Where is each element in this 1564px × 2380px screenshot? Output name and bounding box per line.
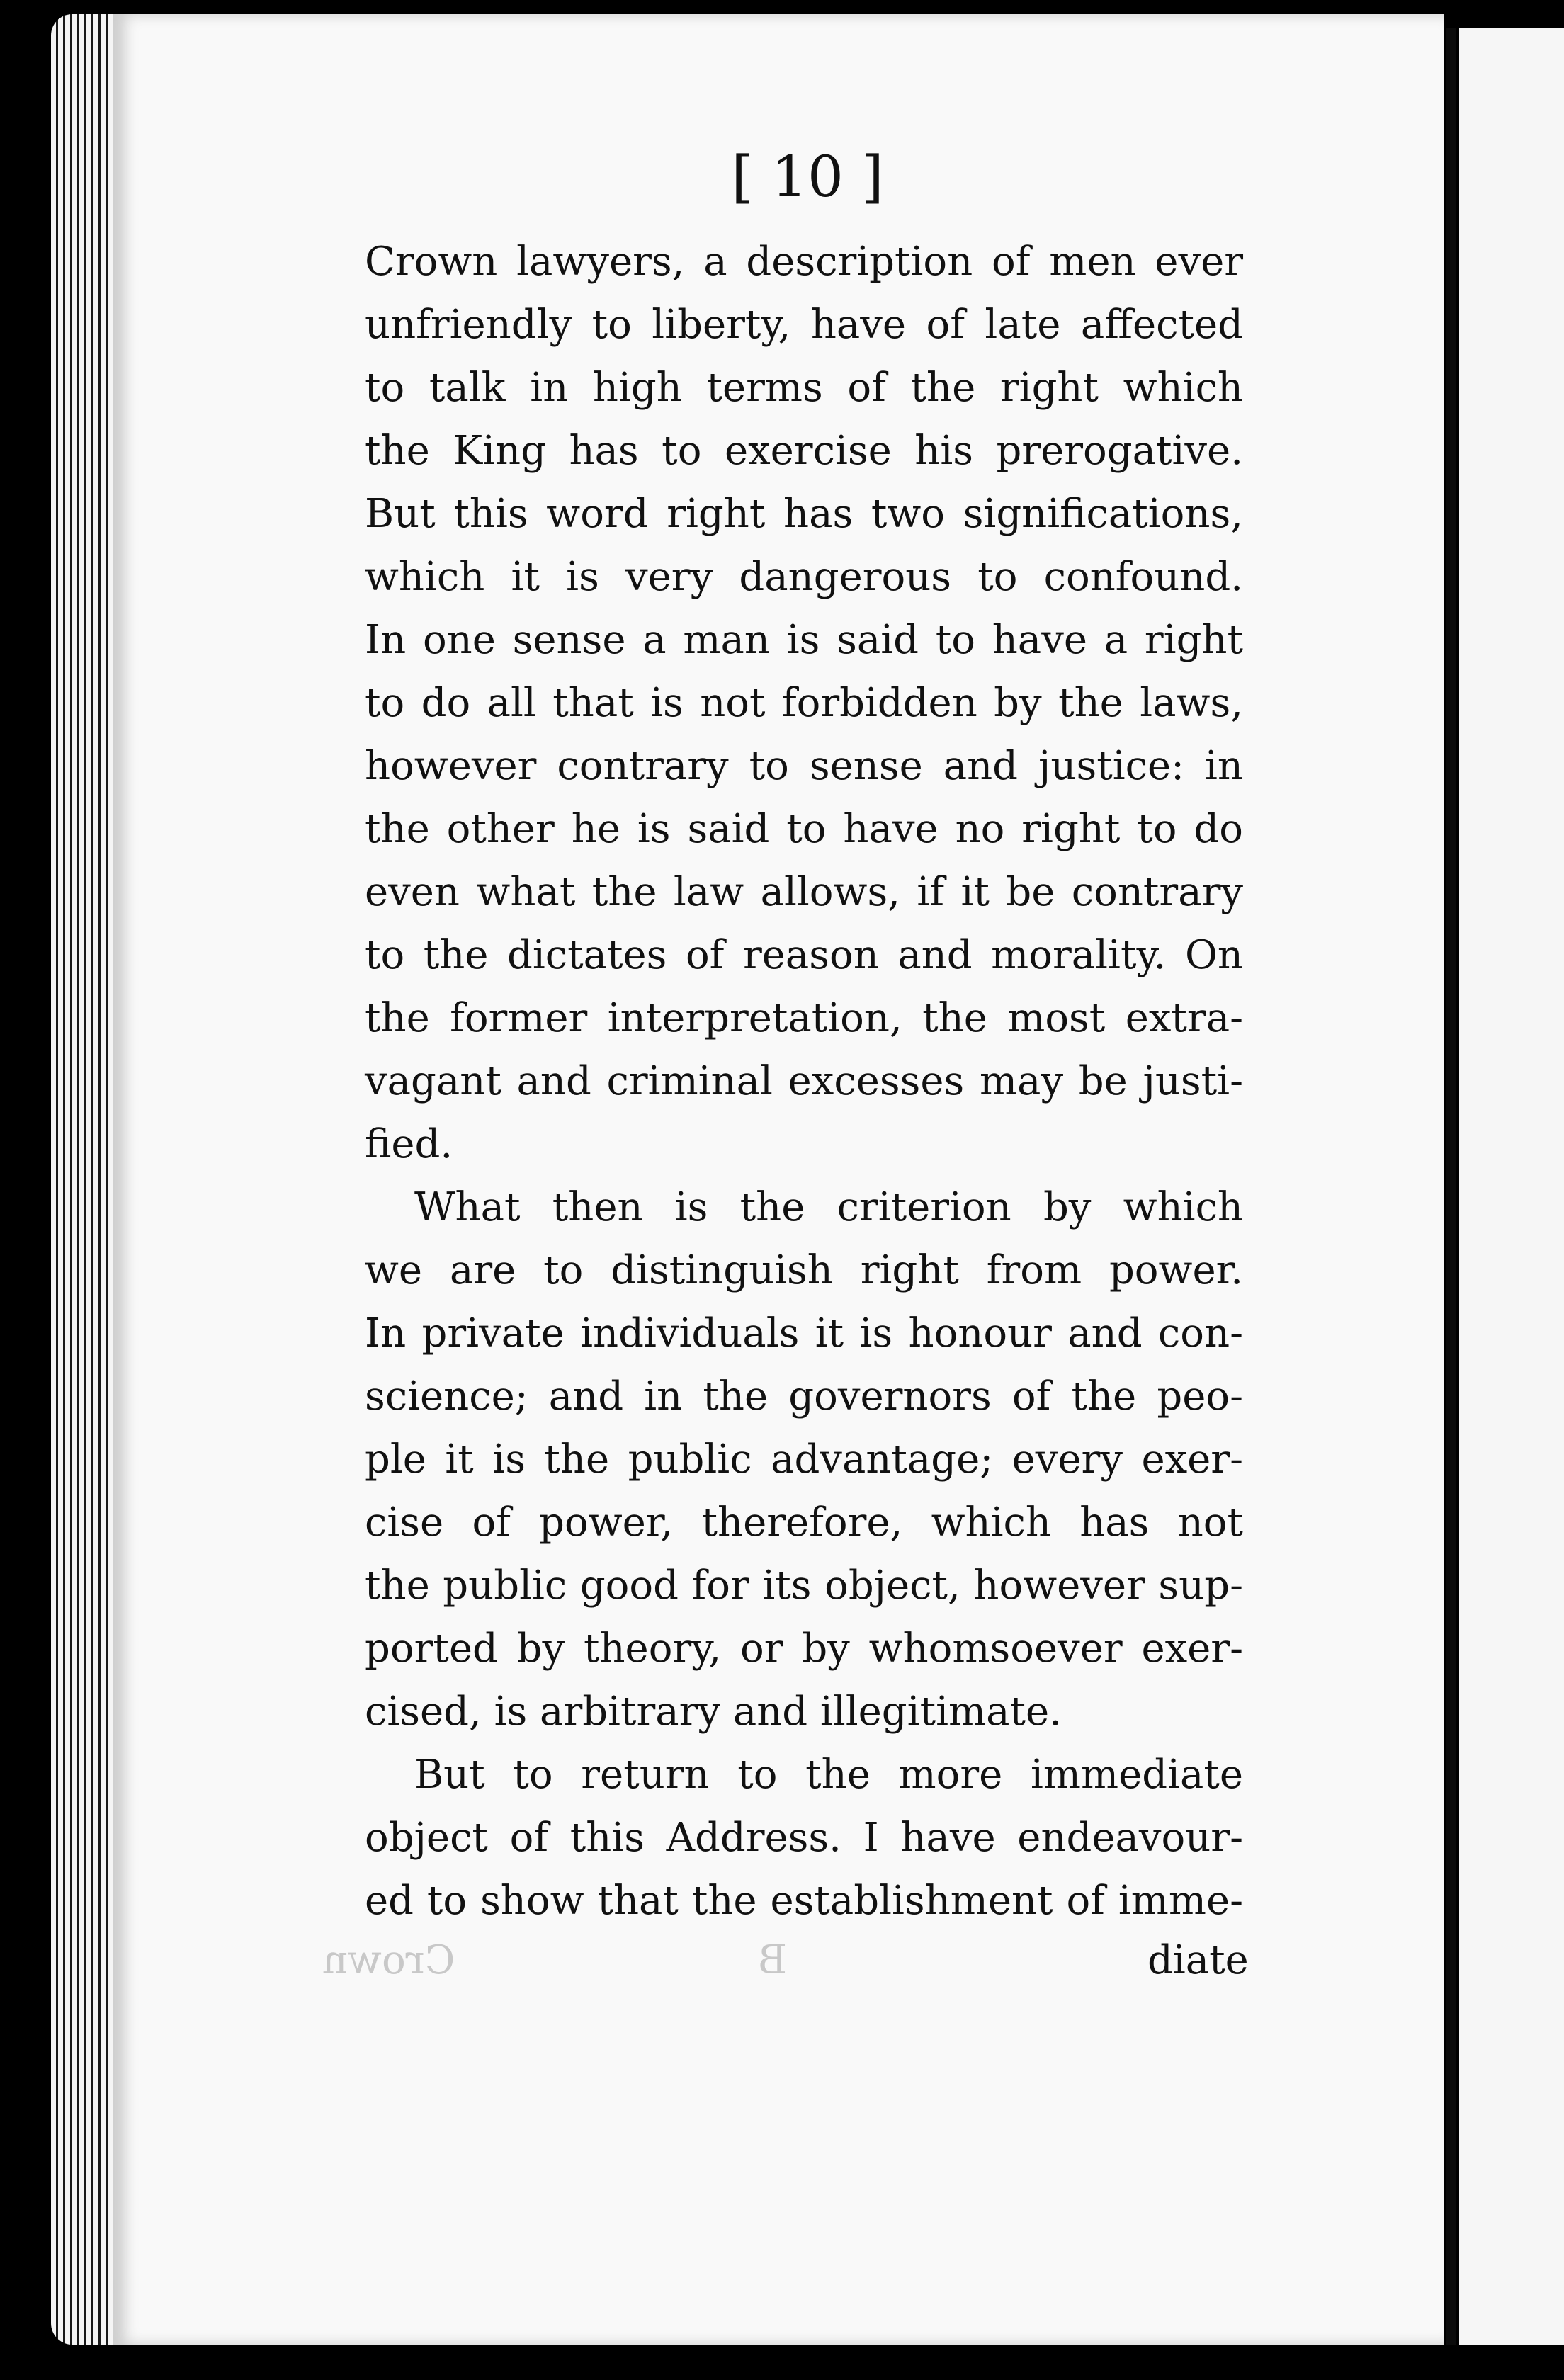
text-line: science; and in the governors of the peo- [365, 1373, 1243, 1420]
text-line: even what the law allows, if it be contrary [365, 869, 1243, 915]
text-line: unfriendly to liberty, have of late affected [365, 302, 1243, 348]
text-line: the former interpretation, the most extra- [365, 995, 1243, 1041]
page-number-header: [ 10 ] [731, 144, 884, 210]
text-line: In one sense a man is said to have a right [365, 617, 1243, 663]
text-line: we are to distinguish right from power. [365, 1247, 1243, 1293]
text-line: the King has to exercise his prerogative. [365, 428, 1243, 474]
text-line: ple it is the public advantage; every exer- [365, 1436, 1243, 1483]
text-line: What then is the criterion by which [414, 1184, 1243, 1230]
body-text [365, 230, 1243, 1932]
text-line: the public good for its object, however sup- [365, 1563, 1243, 1609]
gutter-shadow [1446, 28, 1456, 2345]
text-line: object of this Address. I have endeavour- [365, 1815, 1243, 1861]
text-line: cise of power, therefore, which has not [365, 1500, 1243, 1546]
bleed-through-signature: B [758, 1937, 788, 1983]
text-line: Crown lawyers, a description of men ever [365, 239, 1243, 285]
text-line: But this word right has two significations, [365, 491, 1243, 537]
text-line: vagant and criminal excesses may be justi- [365, 1058, 1243, 1104]
text-line: cised, is arbitrary and illegitimate. [365, 1689, 1062, 1735]
text-line: to the dictates of reason and morality. On [365, 932, 1243, 978]
text-line: In private individuals it is honour and con- [365, 1310, 1243, 1356]
text-line: ed to show that the establishment of imme- [365, 1878, 1243, 1924]
facing-page-edge [1459, 28, 1564, 2345]
bleed-through-text: Crown [322, 1937, 455, 1983]
text-line: fied. [365, 1121, 453, 1167]
text-line: But to return to the more immediate [414, 1752, 1243, 1798]
text-line: however contrary to sense and justice: in [365, 743, 1243, 789]
text-line: to talk in high terms of the right which [365, 365, 1243, 411]
text-line: the other he is said to have no right to do [365, 806, 1243, 852]
text-line: to do all that is not forbidden by the laws, [365, 680, 1243, 726]
text-line: ported by theory, or by whomsoever exer- [365, 1626, 1243, 1672]
catchword: diate [1148, 1937, 1249, 1983]
text-line: which it is very dangerous to confound. [365, 554, 1243, 600]
